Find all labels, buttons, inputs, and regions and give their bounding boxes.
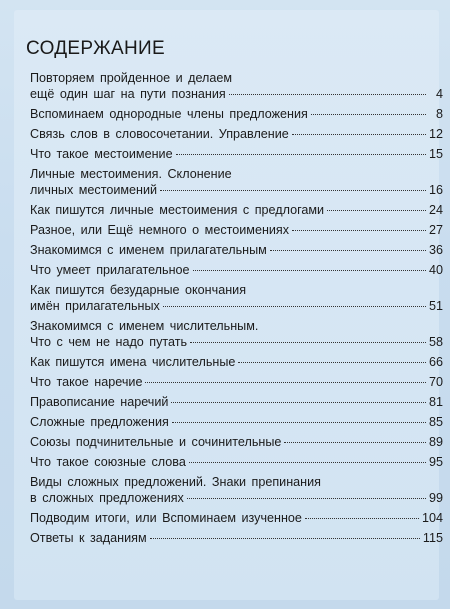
- toc-entry-leader-row: [30, 374, 443, 390]
- dot-leader: [292, 230, 426, 231]
- dot-leader: [190, 342, 426, 343]
- toc-entry-leader-row: [30, 222, 443, 238]
- toc-page-number: 85: [428, 415, 443, 429]
- toc-page-number: 99: [428, 491, 443, 505]
- toc-entry: [30, 374, 443, 390]
- toc-entry-leader-row: [30, 106, 443, 122]
- toc-page-number: 24: [428, 203, 443, 217]
- toc-page-number: 16: [428, 183, 443, 197]
- dot-leader: [160, 190, 426, 191]
- toc-page-number: 12: [428, 127, 443, 141]
- dot-leader: [163, 306, 426, 307]
- toc-entry-title-line: Знакомимся с именем прилагательным: [30, 243, 267, 257]
- toc-entry: [30, 106, 443, 122]
- toc-entry-leader-row: [30, 182, 443, 198]
- toc-page-number: 66: [428, 355, 443, 369]
- toc-entry-title-line: Знакомимся с именем числительным.: [30, 319, 259, 333]
- toc-entry-title-line: Как пишутся безударные окончания: [30, 283, 247, 297]
- toc-entry-leader-row: [30, 490, 443, 506]
- toc-entry-title-line: личных местоимений: [30, 183, 158, 197]
- toc-page-number: 15: [428, 147, 443, 161]
- dot-leader: [171, 402, 426, 403]
- toc-entry: [30, 202, 443, 218]
- toc-entry-leader-row: [30, 126, 443, 142]
- toc-title: СОДЕРЖАНИЕ: [26, 38, 165, 59]
- toc-entry-title-line: в сложных предложениях: [30, 491, 184, 505]
- toc-entry-title-line: Что с чем не надо путать: [30, 335, 188, 349]
- toc-entry-title-line: Что такое местоимение: [30, 147, 173, 161]
- toc-entry: [30, 166, 443, 198]
- toc-page-number: 104: [421, 511, 443, 525]
- toc-entry: [30, 354, 443, 370]
- toc-entry: [30, 530, 443, 546]
- toc-entry-title-line: Связь слов в словосочетании. Управление: [30, 127, 289, 141]
- toc-page-number: 115: [422, 531, 443, 545]
- dot-leader: [176, 154, 426, 155]
- dot-leader: [284, 442, 426, 443]
- toc-entry-title-line: имён прилагательных: [30, 299, 160, 313]
- toc-page-number: 89: [428, 435, 443, 449]
- toc-entry-title-line: Что умеет прилагательное: [30, 263, 190, 277]
- toc-entry-title-line: Виды сложных предложений. Знаки препинания: [30, 475, 321, 489]
- toc-entry-title-line: Вспоминаем однородные члены предложения: [30, 107, 308, 121]
- toc-entry-title-line: Что такое союзные слова: [30, 455, 186, 469]
- dot-leader: [187, 498, 426, 499]
- toc-entry-leader-row: [30, 146, 443, 162]
- dot-leader: [150, 538, 420, 539]
- toc-entry-title-line: Ответы к заданиям: [30, 531, 147, 545]
- toc-entry: [30, 434, 443, 450]
- toc-page-number: 70: [428, 375, 443, 389]
- toc-entry-leader-row: [30, 202, 443, 218]
- toc-page-number: 95: [428, 455, 443, 469]
- dot-leader: [172, 422, 426, 423]
- toc-entry-leader-row: [30, 394, 443, 410]
- toc-entry: [30, 510, 443, 526]
- toc-page-number: 51: [428, 299, 443, 313]
- toc-entry-title-line: Сложные предложения: [30, 415, 169, 429]
- toc-entry-leader-row: [30, 530, 443, 546]
- toc-page-number: 36: [428, 243, 443, 257]
- toc-entry-title-line: Подводим итоги, или Вспоминаем изученное: [30, 511, 302, 525]
- toc-entry-leader-row: [30, 242, 443, 258]
- dot-leader: [327, 210, 426, 211]
- dot-leader: [145, 382, 426, 383]
- toc-entry: [30, 454, 443, 470]
- dot-leader: [189, 462, 426, 463]
- toc-entry-leader-row: [30, 354, 443, 370]
- toc-entry: [30, 70, 443, 102]
- dot-leader: [305, 518, 419, 519]
- toc-entry: [30, 262, 443, 278]
- toc-entry-leader-row: [30, 262, 443, 278]
- toc-page-number: 4: [435, 87, 443, 101]
- toc-entry: [30, 282, 443, 314]
- toc-entry: [30, 146, 443, 162]
- toc-entry-leader-row: [30, 414, 443, 430]
- toc-entry-title-line: Разное, или Ещё немного о местоимениях: [30, 223, 290, 237]
- toc-entry-leader-row: [30, 334, 443, 350]
- toc-entry: [30, 242, 443, 258]
- dot-leader: [238, 362, 426, 363]
- toc-entry-title-line: Что такое наречие: [30, 375, 143, 389]
- toc-page-number: 8: [435, 107, 443, 121]
- toc-entry-title-line: Личные местоимения. Склонение: [30, 167, 232, 181]
- dot-leader: [270, 250, 426, 251]
- toc-entry-leader-row: [30, 434, 443, 450]
- toc-entry-title-line: Как пишутся имена числительные: [30, 355, 236, 369]
- toc-entry: [30, 474, 443, 506]
- dot-leader: [229, 94, 426, 95]
- toc-entry-title-line: Как пишутся личные местоимения с предлогами: [30, 203, 325, 217]
- toc-entry-leader-row: [30, 510, 443, 526]
- toc-entry: [30, 318, 443, 350]
- toc-page-number: 58: [428, 335, 443, 349]
- toc-entry-leader-row: [30, 298, 443, 314]
- toc-entry-leader-row: [30, 86, 443, 102]
- dot-leader: [311, 114, 426, 115]
- toc-entry-title-line: Правописание наречий: [30, 395, 169, 409]
- toc-entry: [30, 126, 443, 142]
- dot-leader: [193, 270, 426, 271]
- toc-entry: [30, 222, 443, 238]
- toc-entry: [30, 414, 443, 430]
- toc-entry-title-line: Союзы подчинительные и сочинительные: [30, 435, 282, 449]
- toc-list: [30, 70, 443, 550]
- toc-page-number: 81: [428, 395, 443, 409]
- toc-entry-title-line: Повторяем пройденное и делаем: [30, 71, 233, 85]
- toc-page-number: 27: [428, 223, 443, 237]
- toc-entry-leader-row: [30, 454, 443, 470]
- toc-entry: [30, 394, 443, 410]
- dot-leader: [292, 134, 426, 135]
- toc-page-number: 40: [428, 263, 443, 277]
- toc-entry-title-line: ещё один шаг на пути познания: [30, 87, 226, 101]
